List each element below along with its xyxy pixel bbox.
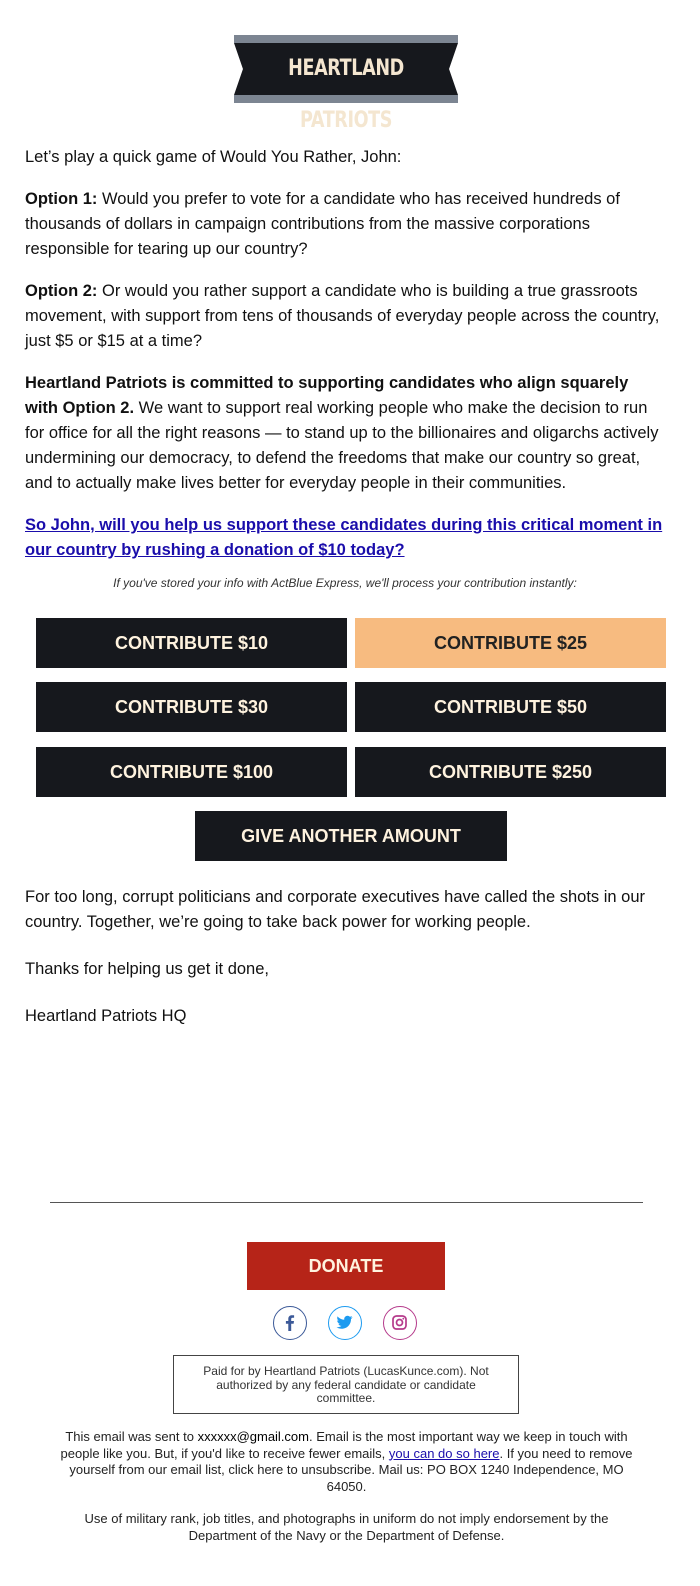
fewer-emails-link[interactable]: you can do so here [388,1445,500,1461]
intro-paragraph: Let’s play a quick game of Would You Rather, John: [25,148,402,166]
military-disclaimer: Use of military rank, job titles, and photographs in uniform do not imply endorsement by the Department of the Navy or the Department of Defense. [84,1511,609,1543]
option1-paragraph [25,187,665,262]
footer-divider [50,1202,643,1203]
contribute-100-button[interactable]: CONTRIBUTE $100 [36,747,347,797]
paid-for-disclaimer: Paid for by Heartland Patriots (LucasKunce.com). Not authorized by any federal candidate or candidate committee. [173,1355,519,1414]
closing-section [25,885,665,1051]
contribute-50-button[interactable]: CONTRIBUTE $50 [355,682,666,732]
facebook-icon[interactable] [273,1306,307,1340]
heartland-patriots-logo [234,35,458,133]
logo-text: HEARTLAND PATRIOTS [288,56,404,133]
contribute-30-button[interactable]: CONTRIBUTE $30 [36,682,347,732]
closing-paragraph: For too long, corrupt politicians and corporate executives have called the shots in our country. Together, we’re going to take back power for working people. [25,888,646,931]
email-notice [50,1429,643,1495]
email-body [25,145,665,604]
commitment-paragraph [25,371,665,496]
contribute-25-button[interactable]: CONTRIBUTE $25 [355,618,666,668]
contribute-250-button[interactable]: CONTRIBUTE $250 [355,747,666,797]
logo-band-top [234,35,458,43]
signoff: Heartland Patriots HQ [25,1007,187,1025]
donate-10-link[interactable]: So John, will you help us support these candidates during this critical moment in our country by rushing a donation of $10 today? [25,516,663,559]
recipient-email: xxxxxx@gmail.com [197,1429,309,1444]
commitment-bold: Heartland Patriots is committed to supporting candidates who align squarely with Option 2. [25,374,629,417]
donate-button[interactable]: DONATE [247,1242,445,1290]
twitter-icon[interactable] [328,1306,362,1340]
commitment-text: We want to support real working people who make the decision to run for office for all the right reasons — to stand up to the billionaires and oligarchs actively undermining our democracy, to defend the freedoms that make our country so great, and to actually make lives better for everyday people in their communities. [25,399,659,492]
contribute-10-button[interactable]: CONTRIBUTE $10 [36,618,347,668]
footer-fine-print [50,1429,643,1560]
option2-text: Or would you rather support a candidate who is building a true grassroots movement, with support from tens of thousands of everyday people across the country, just $5 or $15 at a time? [25,282,660,350]
email-notice-a: This email was sent to [65,1429,198,1444]
thanks-line: Thanks for helping us get it done, [25,960,269,978]
option2-label: Option 2: [25,282,98,300]
actblue-express-note: If you've stored your info with ActBlue Express, we'll process your contribution instantly: [113,576,577,590]
instagram-icon[interactable] [383,1306,417,1340]
option2-paragraph [25,279,665,354]
option1-label: Option 1: [25,190,98,208]
logo-band-bottom [234,95,458,103]
option1-text: Would you prefer to vote for a candidate who has received hundreds of thousands of dollars in campaign contributions from the massive corporations responsible for tearing up our country? [25,190,620,258]
email-notice-b: . Email is the most important way we keep in touch with people like you. But, if you'd like to receive fewer emails, [60,1429,628,1461]
give-another-amount-button[interactable]: GIVE ANOTHER AMOUNT [195,811,507,861]
email-notice-c: . If you need to remove yourself from our email list, click here to unsubscribe. Mail us: PO BOX 1240 Independence, MO 64050. [69,1445,633,1494]
